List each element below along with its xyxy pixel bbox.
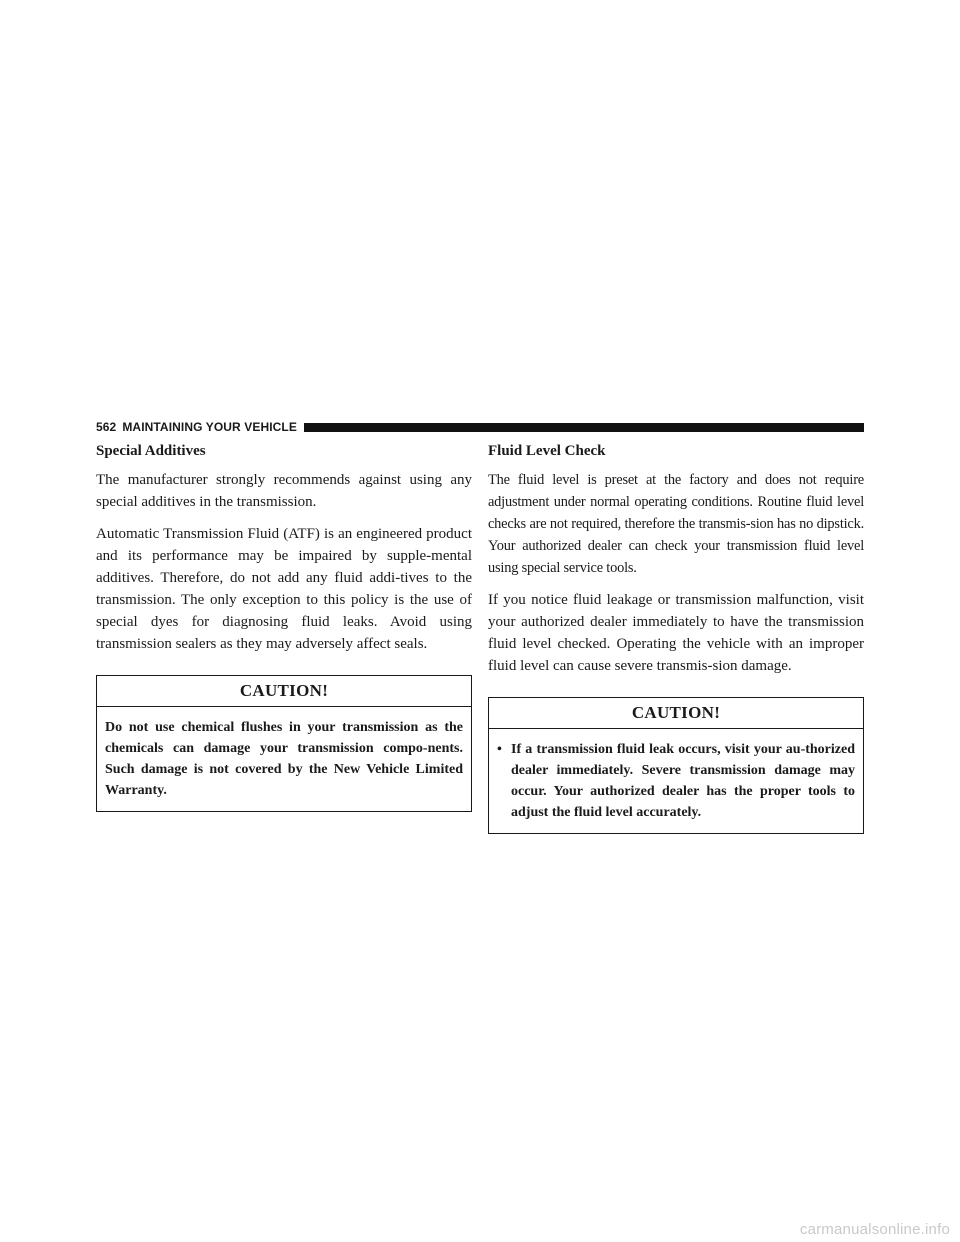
caution-title: CAUTION! — [97, 676, 471, 707]
section-title: MAINTAINING YOUR VEHICLE — [122, 420, 297, 434]
fluid-level-check-paragraph-2: If you notice fluid leakage or transmission malfunction, visit your authorized dealer immediately to have the transmission fluid level checked. Operating the vehicle with an improper fluid level can cause severe transmis-sion damage. — [488, 592, 864, 674]
caution-box-flushes — [96, 675, 472, 812]
caution-bullet-item — [497, 739, 855, 823]
watermark: carmanualsonline.info — [799, 1221, 950, 1238]
special-additives-heading: Special Additives — [96, 443, 206, 459]
caution-bullet-text: If a transmission fluid leak occurs, visit your au-thorized dealer immediately. Severe transmission damage may occur. Your authorized dealer has the proper tools to adjust the fluid level accurately. — [511, 742, 855, 820]
fluid-level-check-heading: Fluid Level Check — [488, 443, 606, 459]
special-additives-paragraph-2: Automatic Transmission Fluid (ATF) is an engineered product and its performance may be impaired by supple-mental additives. Therefore, do not add any fluid addi-tives to the transmission. The only exception to this policy is the use of special dyes for diagnosing fluid leaks. Avoid using transmission sealers as they may adversely affect seals. — [96, 526, 472, 652]
bullet-icon: • — [497, 742, 502, 757]
page-number: 562 — [96, 420, 117, 434]
caution-body — [489, 729, 863, 833]
caution-bullet-list — [497, 739, 855, 823]
special-additives-paragraph-1: The manufacturer strongly recommends against using any special additives in the transmission. — [96, 472, 472, 510]
caution-box-leak — [488, 697, 864, 834]
caution-text: Do not use chemical flushes in your transmission as the chemicals can damage your transmission compo-nents. Such damage is not covered by the New Vehicle Limited Warranty. — [105, 720, 463, 798]
right-column — [488, 441, 864, 834]
caution-title: CAUTION! — [489, 698, 863, 729]
header-rule — [304, 423, 864, 432]
left-column — [96, 441, 472, 812]
fluid-level-check-paragraph-1: The fluid level is preset at the factory and does not require adjustment under normal operating conditions. Routine fluid level checks are not required, therefore the transmis-sion has no dipstick. Your authorized dealer can check your transmission fluid level using special service tools. — [488, 472, 864, 576]
page-header — [96, 419, 864, 435]
